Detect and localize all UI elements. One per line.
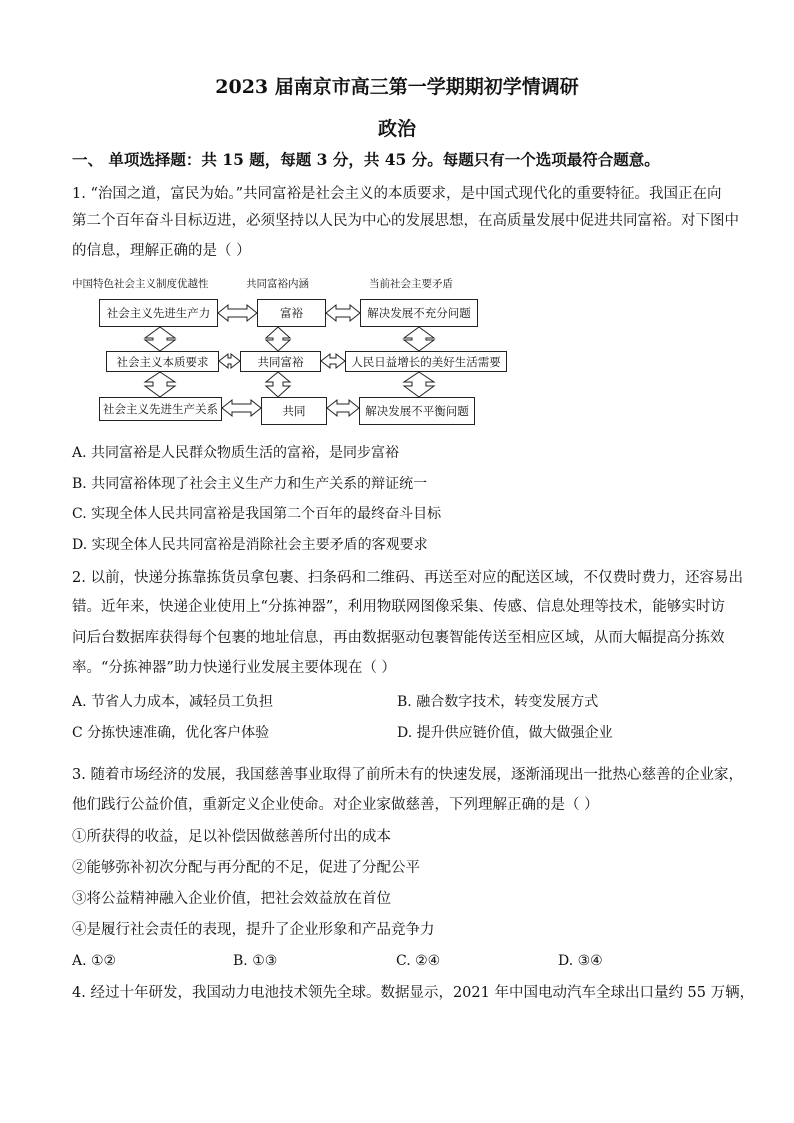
diagram-box-mid: 共同富裕 bbox=[240, 351, 321, 372]
q1-option-a: A. 共同富裕是人民群众物质生活的富裕，是同步富裕 bbox=[72, 445, 400, 461]
double-arrow-icon bbox=[327, 400, 359, 416]
double-arrow-icon bbox=[266, 372, 290, 397]
double-arrow-icon bbox=[321, 354, 345, 368]
q3-option-a: A. ①② bbox=[72, 953, 117, 969]
diagram-box-left: 社会主义本质要求 bbox=[106, 351, 219, 372]
q1-stem-line: 1. “治国之道，富民为始。”共同富裕是社会主义的本质要求，是中国式现代化的重要特征。我国正在向 bbox=[72, 186, 722, 202]
q3-option-b: B. ①③ bbox=[233, 953, 278, 969]
q3-option-d: D. ③④ bbox=[558, 953, 603, 969]
double-arrow-icon bbox=[218, 305, 257, 321]
q1-option-d: D. 实现全体人民共同富裕是消除社会主要矛盾的客观要求 bbox=[72, 537, 428, 553]
double-arrow-icon bbox=[266, 327, 290, 351]
diagram-col-header: 共同富裕内涵 bbox=[246, 278, 309, 290]
double-arrow-icon bbox=[222, 400, 261, 416]
double-arrow-icon bbox=[404, 372, 434, 397]
double-arrow-icon bbox=[404, 327, 434, 351]
double-arrow-icon bbox=[219, 354, 240, 368]
q2-option-b: B. 融合数字技术，转变发展方式 bbox=[397, 694, 599, 710]
q3-statement: ②能够弥补初次分配与再分配的不足，促进了分配公平 bbox=[72, 860, 420, 876]
subject-title: 政治 bbox=[377, 118, 416, 140]
diagram-box-left: 社会主义先进生产关系 bbox=[99, 397, 222, 421]
diagram-box-right: 解决发展不平衡问题 bbox=[359, 397, 475, 425]
diagram-box-right: 人民日益增长的美好生活需要 bbox=[345, 351, 507, 372]
section-heading: 一、 单项选择题：共 15 题，每题 3 分，共 45 分。每题只有一个选项最符合题意。 bbox=[72, 150, 660, 169]
document-title: 2023 届南京市高三第一学期期初学情调研 bbox=[215, 76, 579, 98]
q2-stem-line: 错。近年来，快递企业使用上“分拣神器”，利用物联网图像采集、传感、信息处理等技术，能够实时访 bbox=[72, 599, 725, 615]
diagram-box-mid: 共同 bbox=[261, 397, 327, 425]
q1-option-c: C. 实现全体人民共同富裕是我国第二个百年的最终奋斗目标 bbox=[72, 506, 442, 522]
q2-option-c: C 分拣快速准确，优化客户体验 bbox=[72, 725, 270, 741]
diagram-col-header: 中国特色社会主义制度优越性 bbox=[72, 278, 209, 290]
q3-stem-line: 他们践行公益价值，重新定义企业使命。对企业家做慈善，下列理解正确的是（ ） bbox=[72, 797, 599, 813]
q3-statement: ④是履行社会责任的表现，提升了企业形象和产品竞争力 bbox=[72, 922, 435, 938]
q3-statement: ③将公益精神融入企业价值，把社会效益放在首位 bbox=[72, 891, 391, 907]
q3-option-c: C. ②④ bbox=[396, 953, 441, 969]
q2-option-d: D. 提升供应链价值，做大做强企业 bbox=[397, 725, 613, 741]
double-arrow-icon bbox=[145, 372, 175, 397]
q2-stem-line: 率。“分拣神器”助力快递行业发展主要体现在（ ） bbox=[72, 660, 396, 676]
q2-stem-line: 问后台数据库获得每个包裹的地址信息，再由数据驱动包裹智能传送至相应区域，从而大幅提高分拣效 bbox=[72, 630, 725, 646]
double-arrow-icon bbox=[326, 305, 360, 321]
diagram-box-mid: 富裕 bbox=[257, 299, 326, 327]
q1-stem-line: 的信息，理解正确的是（ ） bbox=[72, 243, 251, 259]
q2-stem-line: 2. 以前，快递分拣靠拣货员拿包裹、扫条码和二维码、再送至对应的配送区域，不仅费时费力，还容易出 bbox=[72, 570, 743, 586]
diagram-col-header: 当前社会主要矛盾 bbox=[369, 278, 453, 290]
diagram-box-left: 社会主义先进生产力 bbox=[99, 299, 218, 327]
double-arrow-icon bbox=[145, 327, 175, 351]
q2-option-a: A. 节省人力成本，减轻员工负担 bbox=[72, 694, 274, 710]
diagram-box-right: 解决发展不充分问题 bbox=[360, 299, 478, 327]
q3-stem-line: 3. 随着市场经济的发展，我国慈善事业取得了前所未有的快速发展，逐渐涌现出一批热心慈善的企业家， bbox=[72, 767, 743, 783]
q1-stem-line: 第二个百年奋斗目标迈进，必须坚持以人民为中心的发展思想，在高质量发展中促进共同富裕。对下图中 bbox=[72, 213, 739, 229]
q1-option-b: B. 共同富裕体现了社会主义生产力和生产关系的辩证统一 bbox=[72, 476, 428, 492]
q3-statement: ①所获得的收益，足以补偿因做慈善所付出的成本 bbox=[72, 829, 391, 845]
q4-stem-line: 4. 经过十年研发，我国动力电池技术领先全球。数据显示，2021 年中国电动汽车全球出口量约 55 万辆， bbox=[72, 985, 755, 1001]
